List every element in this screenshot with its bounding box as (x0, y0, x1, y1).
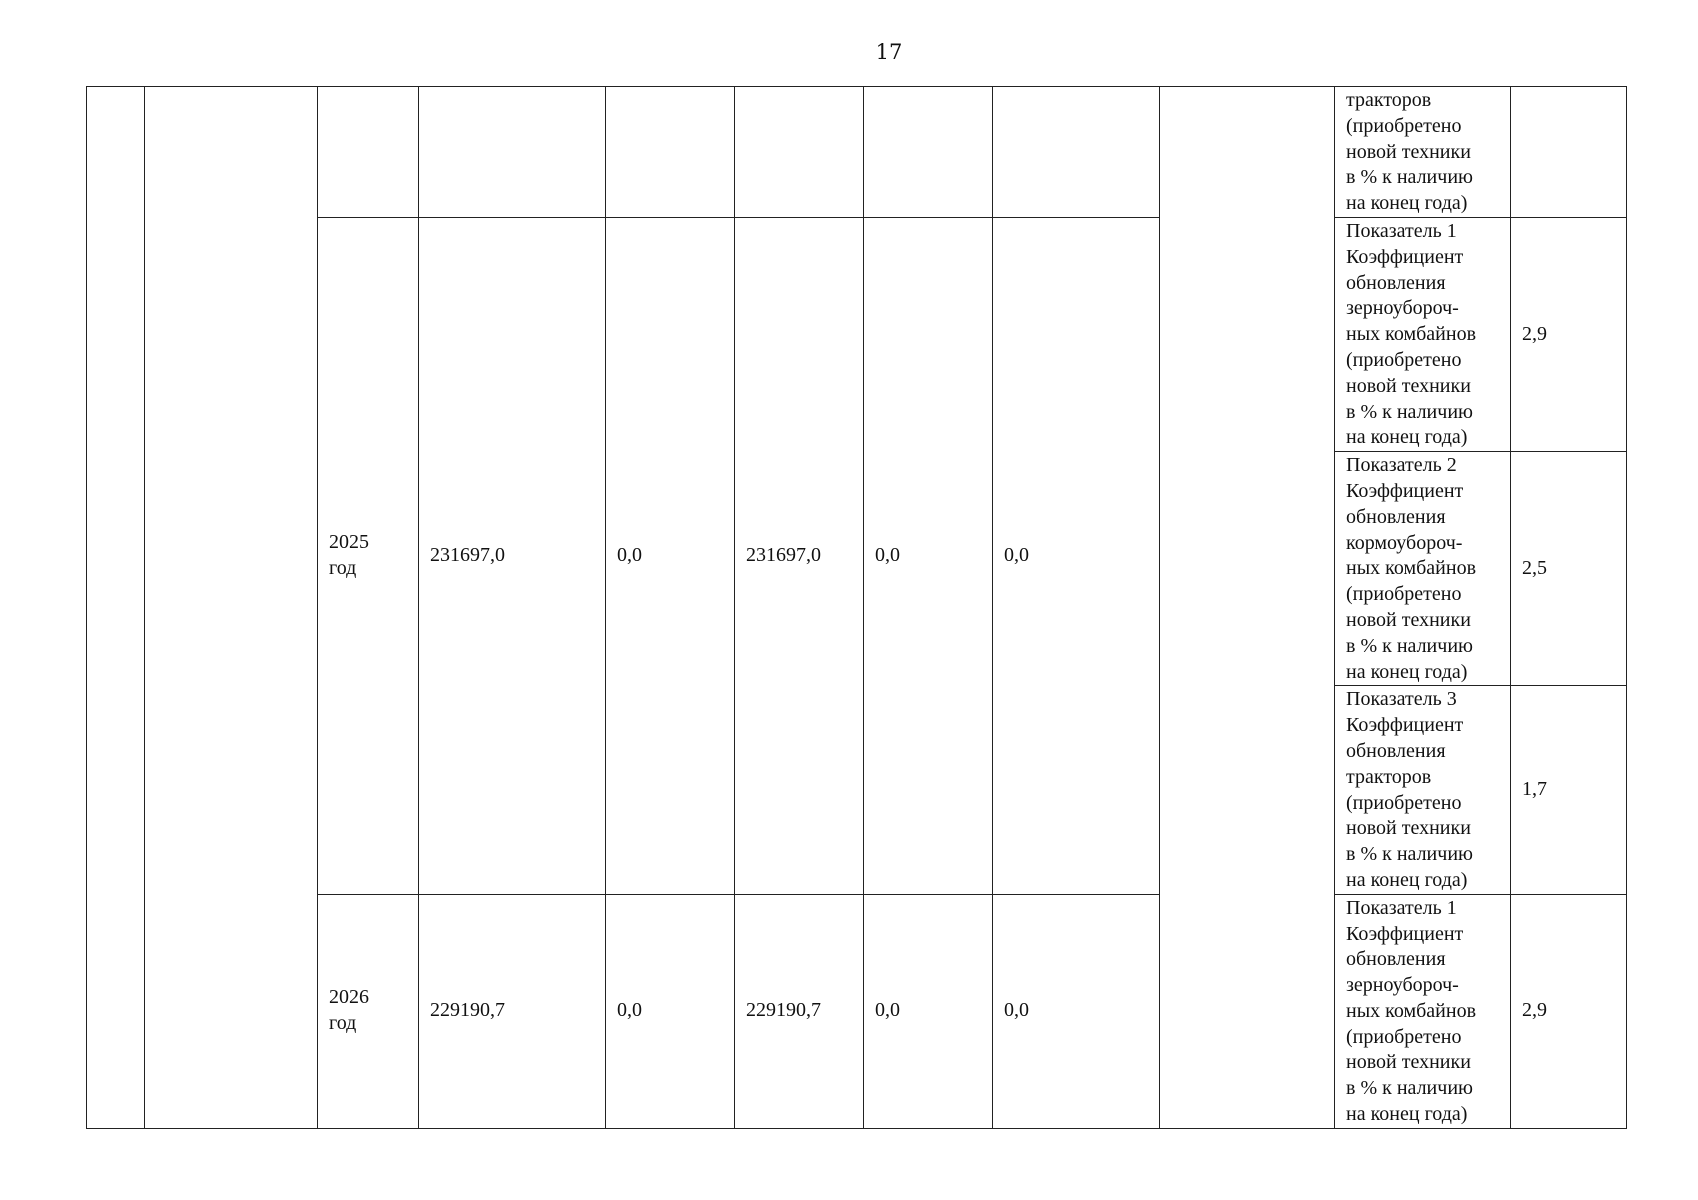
cell-source-2: 229190,7 (735, 894, 864, 1128)
cell-indicator-value (1511, 87, 1627, 218)
cell-indicator-text: Показатель 1 Коэффициент обновления зерноубороч- ных комбайнов (приобретено новой техники в % к наличию на конец года) (1335, 217, 1511, 451)
cell-indicator-value: 2,9 (1511, 894, 1627, 1128)
cell-year: 2025 год (318, 217, 419, 894)
cell-source-3: 0,0 (864, 217, 993, 894)
cell-indicator-text: Показатель 2 Коэффициент обновления кормоубороч- ных комбайнов (приобретено новой техники в % к наличию на конец года) (1335, 452, 1511, 686)
page-number: 17 (875, 40, 903, 64)
cell-indicator-text: тракторов (приобретено новой техники в % к наличию на конец года) (1335, 87, 1511, 218)
cell-indicator-text: Показатель 1 Коэффициент обновления зерноубороч- ных комбайнов (приобретено новой техники в % к наличию на конец года) (1335, 894, 1511, 1128)
cell-source-1 (606, 87, 735, 218)
cell-indicator-value: 2,9 (1511, 217, 1627, 451)
cell-total (419, 87, 606, 218)
cell-source-3 (864, 87, 993, 218)
table-row (87, 87, 1627, 218)
cell-number (87, 87, 145, 1129)
program-table (86, 86, 1627, 1129)
cell-source-4: 0,0 (993, 217, 1160, 894)
cell-year: 2026 год (318, 894, 419, 1128)
cell-total: 229190,7 (419, 894, 606, 1128)
cell-source-4 (993, 87, 1160, 218)
cell-source-1: 0,0 (606, 217, 735, 894)
cell-executor (1160, 87, 1335, 1129)
cell-total: 231697,0 (419, 217, 606, 894)
cell-source-4: 0,0 (993, 894, 1160, 1128)
cell-indicator-value: 2,5 (1511, 452, 1627, 686)
cell-source-2 (735, 87, 864, 218)
cell-indicator-value: 1,7 (1511, 686, 1627, 894)
cell-source-2: 231697,0 (735, 217, 864, 894)
cell-event-name (145, 87, 318, 1129)
cell-year (318, 87, 419, 218)
cell-source-3: 0,0 (864, 894, 993, 1128)
table-row (87, 217, 1627, 451)
table-row (87, 894, 1627, 1128)
cell-indicator-text: Показатель 3 Коэффициент обновления тракторов (приобретено новой техники в % к наличию на конец года) (1335, 686, 1511, 894)
cell-source-1: 0,0 (606, 894, 735, 1128)
